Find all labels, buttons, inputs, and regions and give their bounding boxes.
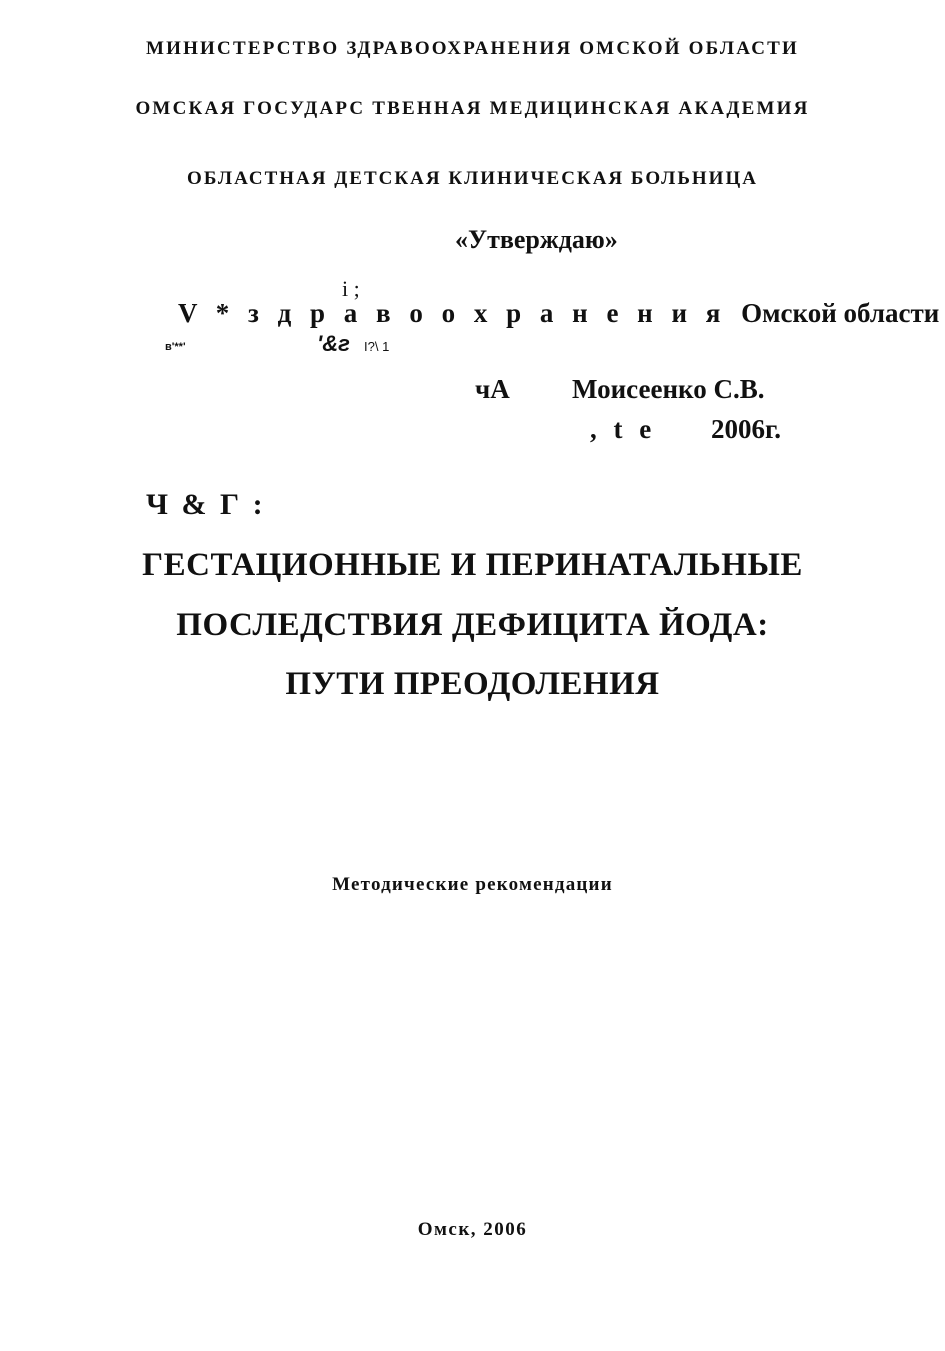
approval-title: «Утверждаю» <box>455 225 618 254</box>
document-type: Методические рекомендации <box>332 874 613 895</box>
approval-position-suffix: Омской области <box>741 298 940 328</box>
scan-artifact: Ч & Г : <box>146 488 266 521</box>
approval-year: 2006г. <box>711 414 781 444</box>
date-fragment: , t e <box>590 414 657 444</box>
academy-heading: ОМСКАЯ ГОСУДАРС ТВЕННАЯ МЕДИЦИНСКАЯ АКАДЕМИЯ <box>135 98 810 119</box>
stamp-fragment-left: в'**' <box>165 341 186 353</box>
signer-name: Моисеенко С.В. <box>572 374 765 404</box>
signature-mark: чА <box>475 374 510 404</box>
title-line-1: ГЕСТАЦИОННЫЕ И ПЕРИНАТАЛЬНЫЕ <box>142 547 803 583</box>
title-line-2: ПОСЛЕДСТВИЯ ДЕФИЦИТА ЙОДА: <box>176 607 769 643</box>
stamp-fragment-right: I?\ 1 <box>364 339 390 354</box>
place-year: Омск, 2006 <box>417 1219 528 1240</box>
approval-position-prefix: V * з д р а в о о х р а н е н и я <box>178 298 727 328</box>
approval-position-line <box>178 298 939 329</box>
scan-mark-top: i ; <box>342 276 360 301</box>
ministry-heading: МИНИСТЕРСТВО ЗДРАВООХРАНЕНИЯ ОМСКОЙ ОБЛАСТИ <box>145 38 800 59</box>
stamp-fragment-center: '&г <box>317 331 350 356</box>
hospital-heading: ОБЛАСТНАЯ ДЕТСКАЯ КЛИНИЧЕСКАЯ БОЛЬНИЦА <box>187 168 758 189</box>
title-line-3: ПУТИ ПРЕОДОЛЕНИЯ <box>285 666 660 702</box>
